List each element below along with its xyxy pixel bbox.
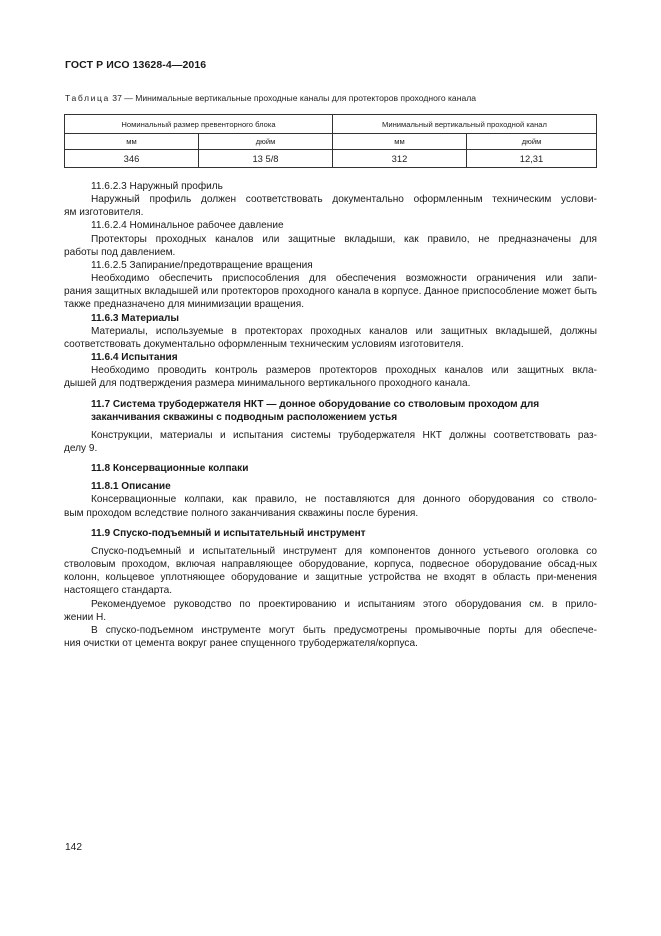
paragraph-continuation: ям изготовителя.: [64, 207, 144, 219]
paragraph: [64, 233, 597, 259]
table-row: [65, 150, 597, 168]
paragraph-continuation: дышей для подтверждения размера минимального вертикального проходного канала.: [64, 378, 471, 390]
paragraph-continuation: стволовым проходом, включая направляющее оборудование, корпуса, подвесное оборудование обсад-ных колонн, кольцевое уплотняющее оборудование и защитные устройства не входят в область при-менения настоящего стандарта.: [64, 559, 597, 597]
section-heading: [91, 398, 597, 424]
paragraph-first-line: Материалы, используемые в протекторах проходных каналов или защитных вкладышей, должны: [91, 325, 597, 337]
subsection-heading: 11.6.2.3 Наружный профиль: [91, 181, 223, 192]
table-unit-cell: мм: [333, 134, 467, 150]
paragraph: [64, 598, 597, 624]
paragraph: [64, 325, 597, 351]
document-body: [64, 180, 597, 650]
paragraph: [64, 493, 597, 519]
paragraph-continuation: рания защитных вкладышей или протекторов проходного канала в корпусе. Данное приспособление может быть также предназначено для минимизации вращения.: [64, 286, 597, 311]
paragraph-first-line: Необходимо проводить контроль размеров протекторов проходных каналов или защитных вкла-: [91, 365, 597, 377]
paragraph-spacer: [91, 455, 597, 462]
table-units-row: [65, 134, 597, 150]
paragraph-spacer: [91, 520, 597, 527]
table-unit-cell: дюйм: [467, 134, 597, 150]
section-heading: 11.9 Спуско-подъемный и испытательный инструмент: [91, 527, 366, 539]
paragraph-first-line: 11.7 Система трубодержателя НКТ — донное оборудование со стволовым проходом для: [91, 398, 540, 410]
paragraph-first-line: В спуско-подъемном инструменте могут быть предусмотрены промывочные порты для обеспече-: [91, 624, 597, 636]
paragraph-continuation: жении Н.: [64, 611, 107, 623]
table-unit-cell: мм: [65, 134, 199, 150]
paragraph-continuation: делу 9.: [64, 442, 98, 454]
section-heading: 11.8 Консервационные колпаки: [91, 463, 249, 475]
subsection-heading: 11.6.2.5 Запирание/предотвращение вращения: [91, 259, 313, 271]
section-heading: 11.8.1 Описание: [91, 481, 171, 493]
paragraph-continuation: соответствовать документально оформленным техническим условиям изготовителя.: [64, 338, 464, 350]
table-header-row: [65, 115, 597, 134]
table-cell: 312: [333, 150, 467, 168]
table-caption: [65, 93, 476, 103]
paragraph-first-line: Спуско-подъемный и испытательный инструмент для компонентов донного устьевого оголовка со: [91, 545, 597, 557]
paragraph-first-line: Наружный профиль должен соответствовать документально оформленным техническим услови-: [91, 194, 597, 206]
table-header-cell: Номинальный размер превенторного блока: [65, 115, 333, 134]
paragraph-first-line: Протекторы проходных каналов или защитные вкладыши, как правило, не предназначены для: [91, 233, 597, 245]
paragraph: [64, 624, 597, 650]
table-cell: 346: [65, 150, 199, 168]
paragraph: [64, 364, 597, 390]
paragraph-continuation: работы под давлением.: [64, 246, 176, 258]
paragraph-first-line: Необходимо обеспечить приспособления для обеспечения возможности ограничения или запи-: [91, 273, 597, 285]
paragraph: [64, 429, 597, 455]
table-caption-text: 37 — Минимальные вертикальные проходные каналы для протекторов проходного канала: [109, 93, 477, 103]
paragraph-spacer: [91, 391, 597, 398]
page-number: 142: [65, 842, 82, 853]
table-cell: 13 5/8: [199, 150, 333, 168]
paragraph-first-line: Консервационные колпаки, как правило, не поставляются для донного оборудования со стволо-: [91, 494, 597, 506]
subsection-heading: 11.6.2.4 Номинальное рабочее давление: [91, 220, 284, 232]
data-table: [64, 114, 597, 168]
section-heading: 11.6.3 Материалы: [91, 312, 180, 324]
paragraph-continuation: ния очистки от цемента вокруг ранее спущенного трубодержателя/корпуса.: [64, 638, 418, 649]
section-heading: 11.6.4 Испытания: [91, 352, 178, 364]
paragraph-continuation: вым проходом вследствие полного заканчивания скважины после бурения.: [64, 507, 419, 519]
table-header-cell: Минимальный вертикальный проходной канал: [333, 115, 597, 134]
paragraph-first-line: Рекомендуемое руководство по проектированию и испытаниям этого оборудования см. в прило-: [91, 598, 597, 610]
paragraph: [64, 193, 597, 219]
paragraph: [64, 545, 597, 598]
paragraph-first-line: Конструкции, материалы и испытания системы трубодержателя НКТ должны соответствовать раз-: [91, 429, 597, 441]
table-cell: 12,31: [467, 150, 597, 168]
document-header: ГОСТ Р ИСО 13628-4—2016: [65, 59, 207, 71]
table-caption-label: Таблица: [65, 93, 110, 103]
paragraph-continuation: заканчивания скважины с подводным расположением устья: [91, 411, 398, 423]
table-unit-cell: дюйм: [199, 134, 333, 150]
paragraph: [64, 272, 597, 311]
